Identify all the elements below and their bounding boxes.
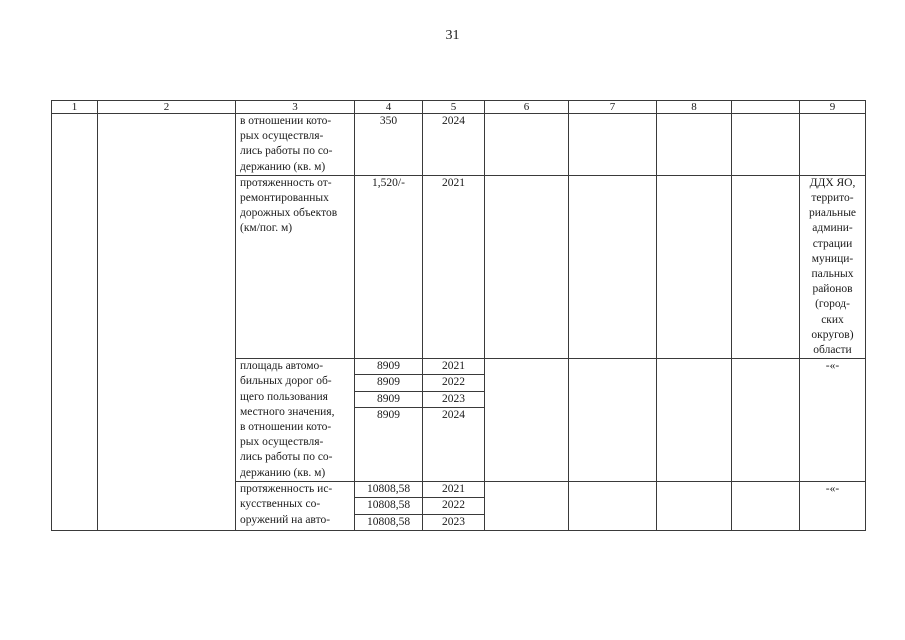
table-row <box>52 114 866 176</box>
year: 2021 <box>423 482 484 498</box>
year: 2024 <box>442 408 465 421</box>
empty-cell <box>657 175 732 358</box>
empty-cell <box>569 175 657 358</box>
value-cell <box>355 175 423 358</box>
column-2-cell <box>98 114 236 531</box>
empty-cell <box>485 482 569 531</box>
column-header: 5 <box>423 101 485 114</box>
year-cell <box>423 114 485 176</box>
indicator-cell <box>236 114 355 176</box>
empty-cell <box>657 482 732 531</box>
column-header: 3 <box>236 101 355 114</box>
indicator-cell <box>236 482 355 531</box>
indicator-cell <box>236 175 355 358</box>
column-header: 7 <box>569 101 657 114</box>
value: 350 <box>379 115 398 127</box>
empty-cell <box>569 359 657 482</box>
year: 2024 <box>442 115 465 127</box>
executor-text: ДДХ ЯО, террито- риальные админи- страции муници- пальных районов (город- ских округов) области <box>808 176 857 357</box>
column-header-row <box>52 101 866 114</box>
empty-cell <box>569 482 657 531</box>
value-cell <box>355 482 423 531</box>
executor-cell <box>800 359 866 482</box>
column-header: 6 <box>485 101 569 114</box>
year: 2023 <box>423 392 484 408</box>
value: 8909 <box>355 375 422 391</box>
value: 8909 <box>377 408 400 421</box>
year: 2021 <box>442 176 465 189</box>
empty-cell <box>732 175 800 358</box>
year: 2022 <box>423 375 484 391</box>
executor-text: -«- <box>825 483 840 496</box>
value: 10808,58 <box>355 482 422 498</box>
indicator-cell <box>236 359 355 482</box>
year: 2021 <box>423 359 484 375</box>
value: 8909 <box>355 392 422 408</box>
executor-cell <box>800 175 866 358</box>
indicator-text: площадь автомо- бильных дорог об- щего пользования местного значения, в отношении кото- рых осуществля- лись работы по со- держанию (кв. м) <box>240 360 335 479</box>
empty-cell <box>657 114 732 176</box>
year: 2023 <box>442 515 465 528</box>
column-header: 9 <box>800 101 866 114</box>
indicator-text: протяженность ис- кусственных со- оружений на авто- <box>240 483 333 526</box>
page-number: 31 <box>445 28 460 43</box>
indicator-text: в отношении кото- рых осуществля- лись работы по со- держанию (кв. м) <box>240 115 333 173</box>
empty-cell <box>569 114 657 176</box>
empty-cell <box>657 359 732 482</box>
year: 2022 <box>423 498 484 514</box>
empty-cell <box>485 359 569 482</box>
column-header: 2 <box>98 101 236 114</box>
executor-text: -«- <box>825 360 840 373</box>
program-table <box>51 100 866 531</box>
value: 10808,58 <box>366 515 411 528</box>
empty-cell <box>732 114 800 176</box>
column-header-empty <box>732 101 800 114</box>
empty-cell <box>732 359 800 482</box>
value: 1,520/- <box>372 176 405 189</box>
year-cell <box>423 359 485 482</box>
executor-cell <box>800 482 866 531</box>
value-cell <box>355 359 423 482</box>
column-1-cell <box>52 114 98 531</box>
empty-cell <box>732 482 800 531</box>
year-cell <box>423 175 485 358</box>
value-cell <box>355 114 423 176</box>
column-header: 4 <box>355 101 423 114</box>
value: 8909 <box>355 359 422 375</box>
empty-cell <box>485 114 569 176</box>
year-cell <box>423 482 485 531</box>
value: 10808,58 <box>355 498 422 514</box>
indicator-text: протяженность от- ремонтированных дорожных объектов (км/пог. м) <box>240 176 338 235</box>
empty-cell <box>485 175 569 358</box>
column-header: 1 <box>52 101 98 114</box>
executor-cell <box>800 114 866 176</box>
column-header: 8 <box>657 101 732 114</box>
